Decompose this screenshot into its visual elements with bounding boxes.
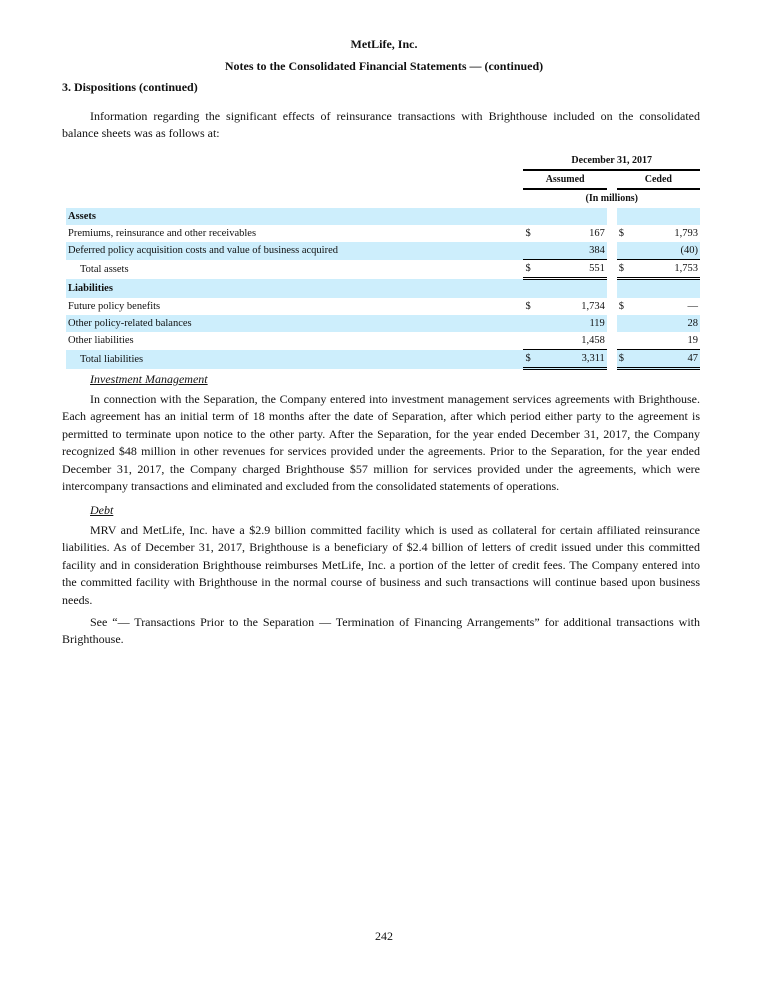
debt-heading: Debt (90, 503, 114, 517)
table-row (66, 315, 700, 332)
page-number: 242 (375, 929, 393, 943)
table-row (66, 208, 700, 225)
ceded-dollar (617, 242, 635, 260)
table-row (66, 242, 700, 260)
ceded-value: (40) (635, 242, 700, 260)
assumed-dollar: $ (523, 350, 541, 369)
assumed-header: Assumed (523, 170, 606, 189)
company-name: MetLife, Inc. (350, 37, 418, 51)
table-row (66, 260, 700, 279)
ceded-value: 19 (687, 334, 698, 346)
ceded-dollar (617, 315, 635, 332)
section-title: 3. Dispositions (continued) (62, 80, 198, 94)
ceded-dollar (617, 332, 635, 350)
assumed-dollar (523, 332, 541, 350)
ceded-value: 1,793 (674, 227, 698, 239)
table-row (66, 298, 700, 315)
row-label: Total assets (80, 263, 129, 275)
row-label: Premiums, reinsurance and other receivables (68, 227, 257, 239)
reinsurance-table (66, 152, 700, 370)
assumed-value (541, 279, 606, 298)
ceded-dollar (617, 279, 635, 298)
row-label: Deferred policy acquisition costs and value of business acquired (66, 242, 523, 260)
assumed-value: 1,458 (581, 334, 605, 346)
ceded-dollar: $ (617, 350, 635, 369)
investment-heading: Investment Management (90, 372, 208, 386)
table-row (66, 279, 700, 298)
assumed-value: 3,311 (541, 350, 606, 369)
ceded-dollar: $ (618, 300, 624, 312)
assumed-dollar: $ (525, 300, 531, 312)
assumed-dollar (523, 208, 541, 225)
ceded-value: 1,753 (635, 260, 700, 279)
assumed-dollar (523, 242, 541, 260)
assumed-dollar: $ (523, 260, 541, 279)
row-label: Future policy benefits (68, 300, 161, 312)
ceded-header: Ceded (617, 170, 700, 189)
assumed-value: 551 (541, 260, 606, 279)
debt-paragraph: MRV and MetLife, Inc. have a $2.9 billion committed facility which is used as collateral for certain affiliated reinsurance liabilities. As of December 31, 2017, Brighthouse is a beneficiary of $2.4 billion of letters of credit issued under this committed facility and in consideration Brighthouse reimburses MetLife, Inc. a portion of the letter of credit fees. The Company entered into the committed facility with Brighthouse in the normal course of business and such transactions will continue based upon business needs. (62, 523, 700, 607)
ceded-value (635, 208, 700, 225)
ceded-value: 28 (635, 315, 700, 332)
row-label: Other liabilities (68, 335, 134, 347)
ceded-dollar: $ (618, 227, 624, 239)
see-also-paragraph: See “— Transactions Prior to the Separation — Termination of Financing Arrangements” for additional transactions with Brighthouse. (62, 615, 700, 647)
assumed-value: 167 (589, 227, 605, 239)
investment-paragraph: In connection with the Separation, the Company entered into investment management services agreements with Brighthouse. Each agreement has an initial term of 18 months after the date of Separation, after which period either party to the agreement is permitted to terminate upon notice to the other party. After the Separation, for the year ended December 31, 2017, the Company recognized $48 million in other revenues for services provided under the agreements. Prior to the Separation, for the year ended December 31, 2017, the Company charged Brighthouse $57 million for services provided under the agreements, which were intercompany transactions and eliminated and excluded from the consolidated statements of operations. (62, 392, 700, 494)
table-row (66, 350, 700, 369)
assumed-dollar: $ (525, 227, 531, 239)
assumed-value: 384 (541, 242, 606, 260)
row-label: Liabilities (66, 279, 523, 298)
assumed-value (541, 208, 606, 225)
table-row (66, 225, 700, 242)
ceded-value: 47 (635, 350, 700, 369)
ceded-dollar (617, 208, 635, 225)
assumed-dollar (523, 315, 541, 332)
units-header: (In millions) (585, 193, 638, 205)
assumed-dollar (523, 279, 541, 298)
assumed-value: 119 (541, 315, 606, 332)
period-header: December 31, 2017 (523, 152, 700, 170)
ceded-value (635, 279, 700, 298)
assumed-value: 1,734 (581, 300, 605, 312)
table-row (66, 332, 700, 350)
intro-paragraph: Information regarding the significant effects of reinsurance transactions with Brighthouse included on the consolidated balance sheets was as follows at: (62, 109, 700, 141)
page-subtitle: Notes to the Consolidated Financial Statements — (continued) (224, 59, 544, 73)
row-label: Total liabilities (66, 350, 523, 369)
row-label: Assets (66, 208, 523, 225)
ceded-dollar: $ (617, 260, 635, 279)
row-label: Other policy-related balances (66, 315, 523, 332)
ceded-value: — (687, 300, 698, 312)
